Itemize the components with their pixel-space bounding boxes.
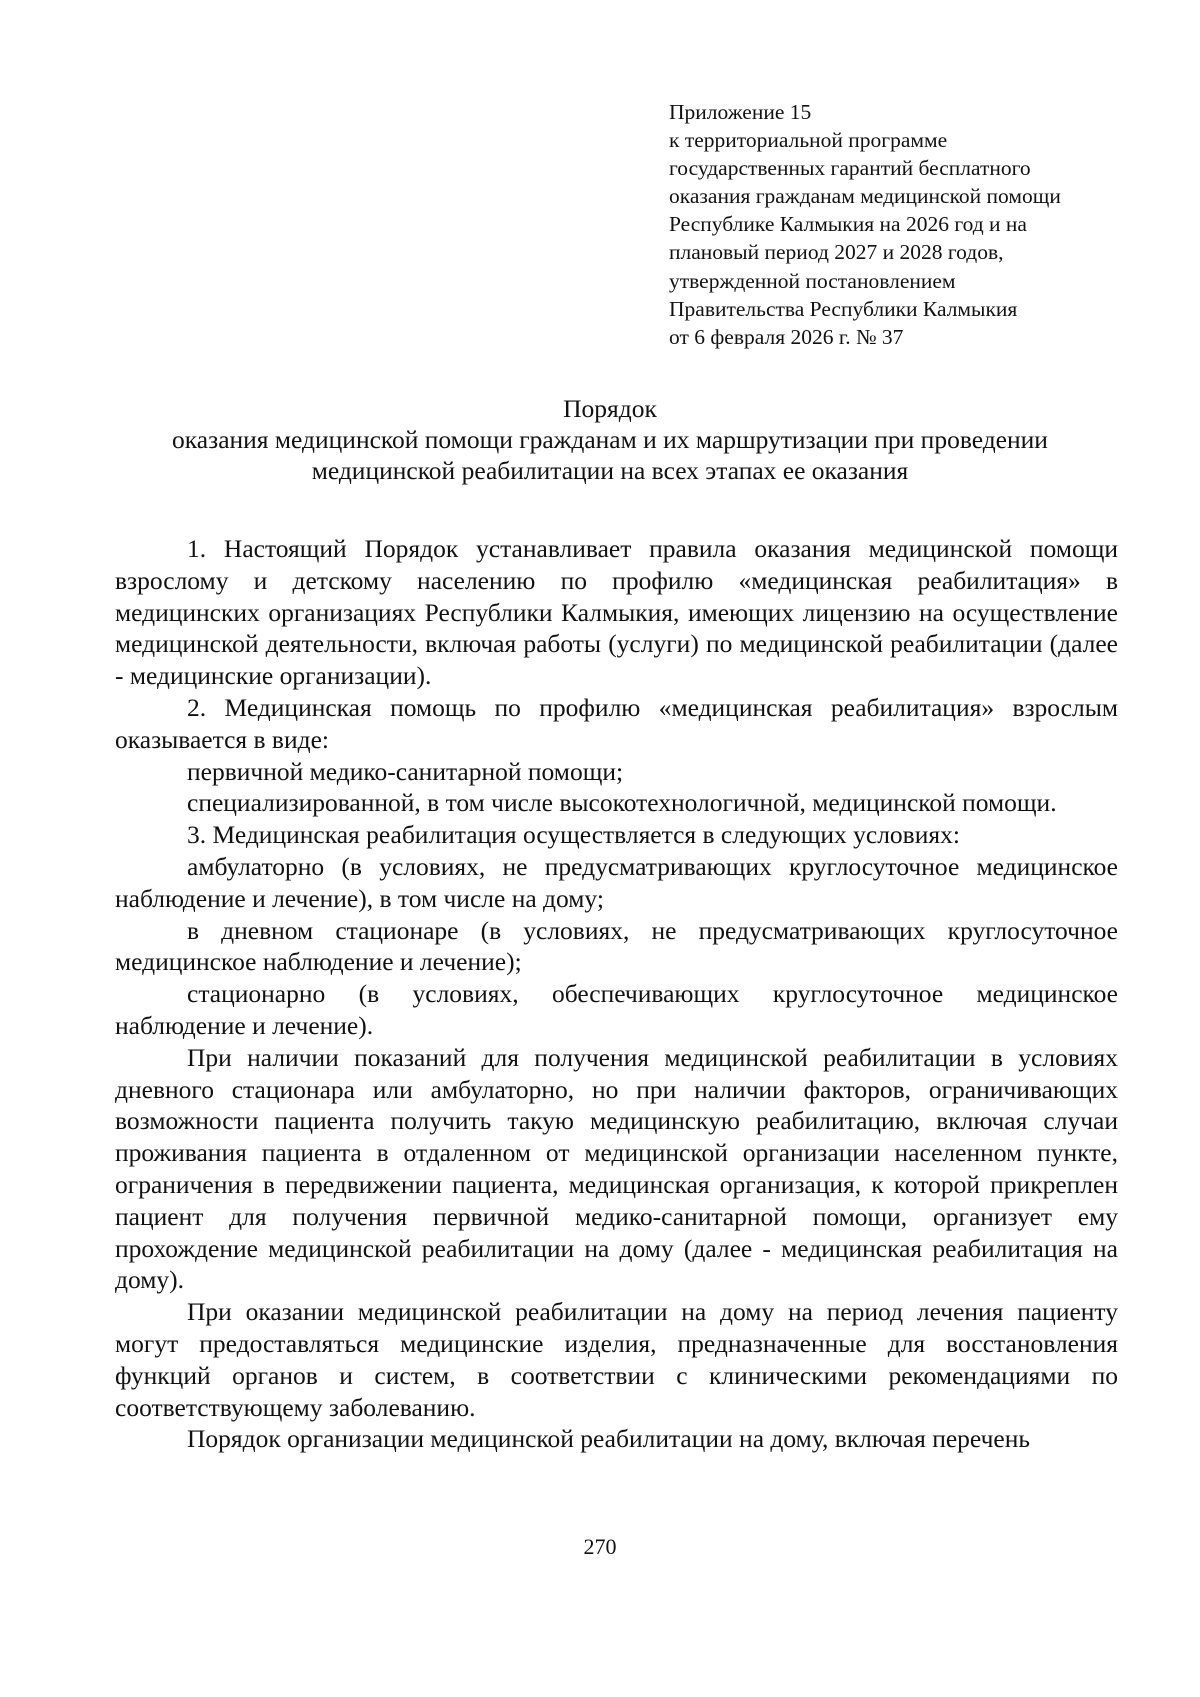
appendix-line: Правительства Республики Калмыкия [669, 296, 1018, 321]
paragraph: амбулаторно (в условиях, не предусматривающих круглосуточное медицинское наблюдение и лечение), в том числе на дому; [115, 851, 1118, 913]
appendix-line: государственных гарантий бесплатного [669, 156, 1031, 181]
title-line: оказания медицинской помощи гражданам и их маршрутизации при проведении [172, 425, 1048, 454]
document-body [115, 533, 1118, 1455]
paragraph: 3. Медицинская реабилитация осуществляется в следующих условиях: [187, 820, 960, 850]
appendix-line: плановый период 2027 и 2028 годов, [669, 240, 1004, 265]
paragraph: При оказании медицинской реабилитации на дому на период лечения пациенту могут предоставляться медицинские изделия, предназначенные для восстановления функций органов и систем, в соответствии с клиническими рекомендациями по соответствующему заболеванию. [115, 1297, 1118, 1422]
title-heading: Порядок [563, 394, 657, 423]
page-number: 270 [583, 1534, 617, 1559]
paragraph: специализированной, в том числе высокотехнологичной, медицинской помощи. [187, 788, 1057, 818]
title-line: медицинской реабилитации на всех этапах ее оказания [311, 456, 909, 485]
paragraph: Порядок организации медицинской реабилитации на дому, включая перечень [187, 1424, 1031, 1454]
appendix-line: к территориальной программе [669, 128, 948, 153]
appendix-line: Приложение 15 [669, 100, 812, 124]
appendix-line: от 6 февраля 2026 г. № 37 [669, 324, 904, 349]
paragraph: первичной медико-санитарной помощи; [187, 756, 624, 786]
appendix-line: утвержденной постановлением [669, 268, 956, 293]
paragraph: При наличии показаний для получения медицинской реабилитации в условиях дневного стационара или амбулаторно, но при наличии факторов, ограничивающих возможности пациента получить такую медицинскую реабилитацию, включая случаи проживания пациента в отдаленном от медицинской организации населенном пункте, ограничения в передвижении пациента, медицинская организация, к которой прикреплен пациент для получения первичной медико-санитарной помощи, организует ему прохождение медицинской реабилитации на дому (далее - медицинская реабилитация на дому). [115, 1042, 1118, 1295]
paragraph: 2. Медицинская помощь по профилю «медицинская реабилитация» взрослым оказывается в виде: [115, 692, 1118, 754]
paragraph: 1. Настоящий Порядок устанавливает правила оказания медицинской помощи взрослому и детскому населению по профилю «медицинская реабилитация» в медицинских организациях Республики Калмыкия, имеющих лицензию на осуществление медицинской деятельности, включая работы (услуги) по медицинской реабилитации (далее - медицинские организации). [115, 534, 1118, 691]
appendix-header [669, 98, 1139, 351]
paragraph: в дневном стационаре (в условиях, не предусматривающих круглосуточное медицинское наблюдение и лечение); [115, 915, 1118, 977]
appendix-line: Республике Калмыкия на 2026 год и на [669, 212, 1027, 237]
appendix-line: оказания гражданам медицинской помощи [669, 184, 1061, 209]
paragraph: стационарно (в условиях, обеспечивающих круглосуточное медицинское наблюдение и лечение). [115, 979, 1118, 1040]
document-title [110, 393, 1110, 486]
